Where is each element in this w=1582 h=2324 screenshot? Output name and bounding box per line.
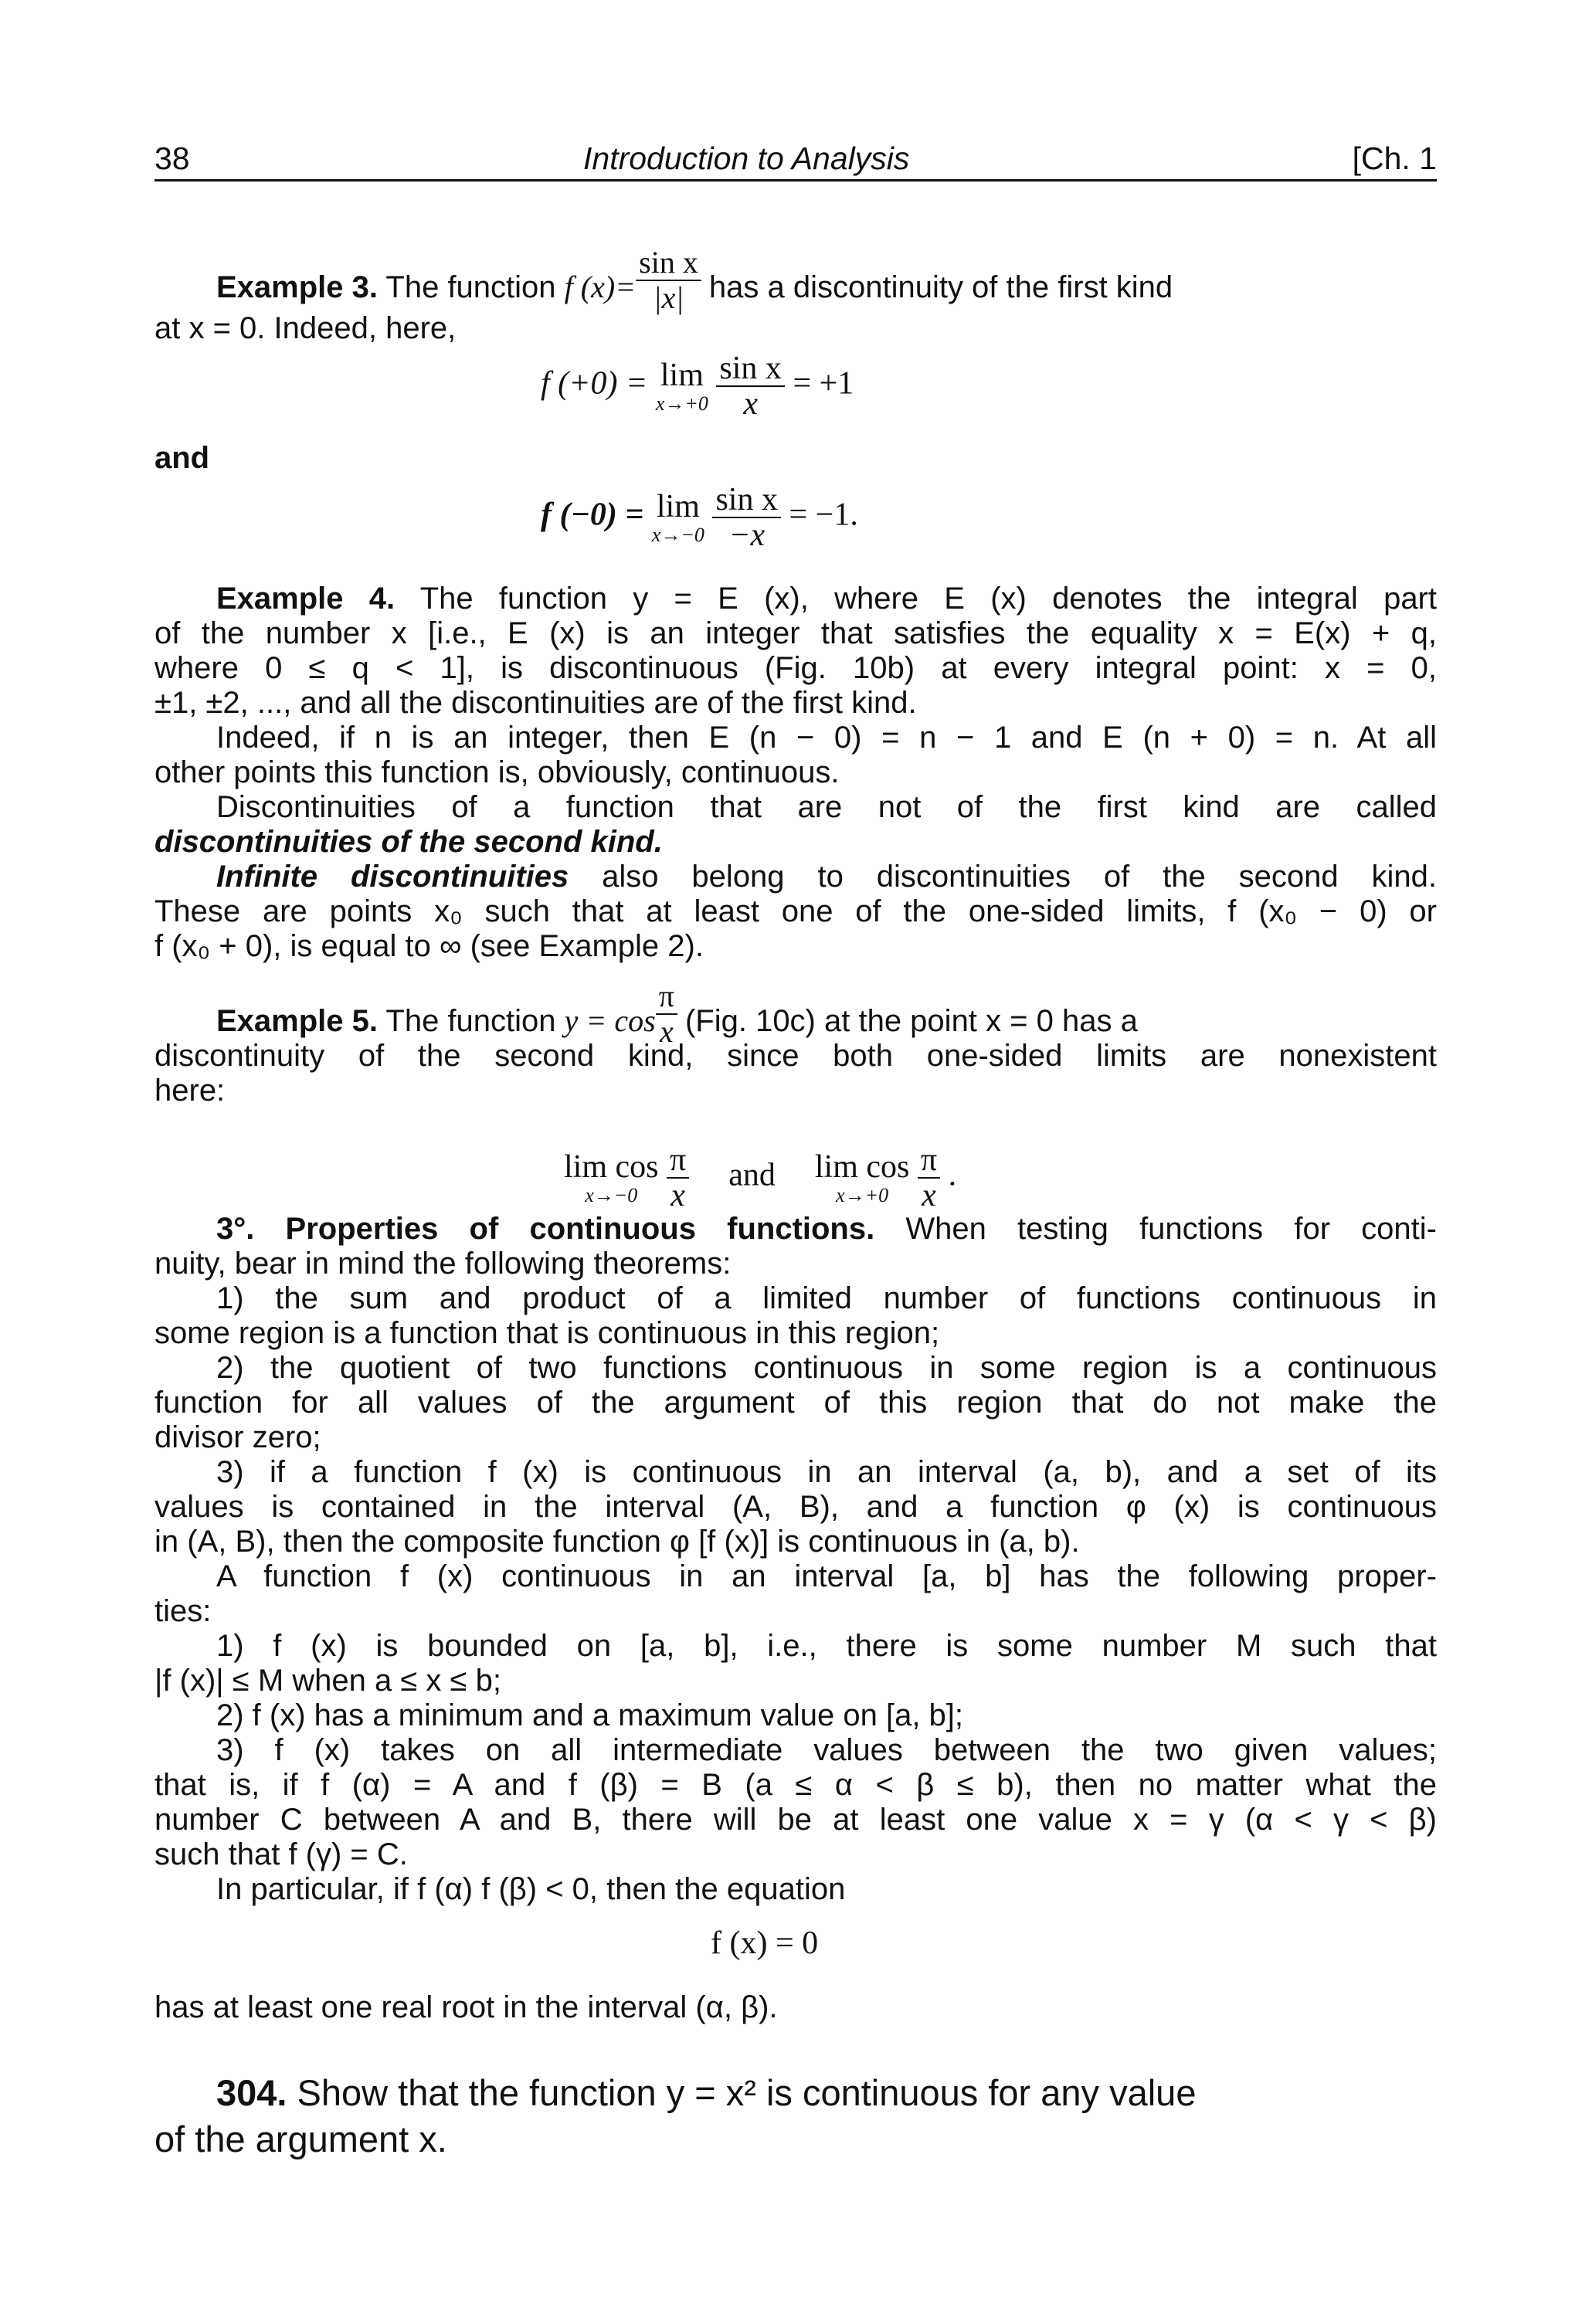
- example5-limits: lim cos x→−0 $\frac{\pi}{x}$ and lim cos x→+0 $\frac{\pi}{x}$ .: [564, 1142, 957, 1213]
- problem-304-line1: 304. Show that the function y = x² is continuous for any value: [216, 2072, 1197, 2113]
- example4-line6: other points this function is, obviously, continuous.: [154, 755, 840, 789]
- properties-line19: such that f (γ) = C.: [154, 1837, 408, 1871]
- properties-line4: some region is a function that is continuous in this region;: [154, 1316, 940, 1350]
- properties-line21: has at least one real root in the interval (α, β).: [154, 1990, 778, 2024]
- problem-number: 304.: [216, 2072, 287, 2113]
- properties-line13: 1) f (x) is bounded on [a, b], i.e., there is some number M such that: [216, 1629, 1437, 1663]
- example4-line1: Example 4. The function y = E (x), where E (x) denotes the integral part: [216, 582, 1437, 616]
- problem-304-line2: of the argument x.: [154, 2119, 447, 2159]
- second-kind-line5: f (x₀ + 0), is equal to ∞ (see Example 2).: [154, 929, 704, 963]
- properties-line7: divisor zero;: [154, 1420, 321, 1454]
- properties-line11: A function f (x) continuous in an interval [a, b] has the following proper-: [216, 1559, 1437, 1593]
- properties-line17: that is, if f (α) = A and f (β) = B (a ≤ α < β ≤ b), then no matter what the: [154, 1768, 1437, 1802]
- and-word: and: [154, 441, 210, 475]
- properties-line12: ties:: [154, 1594, 212, 1628]
- example5-label: Example 5.: [216, 1004, 379, 1038]
- example5-line1: Example 5. The function y = cos $\frac{\pi}{x}$ (Fig. 10c) at the point x = 0 has a: [216, 979, 1138, 1049]
- second-kind-line3: Infinite discontinuities also belong to discontinuities of the second kind.: [216, 860, 1438, 894]
- properties-line1: 3°. Properties of continuous functions. When testing functions for conti-: [216, 1212, 1437, 1246]
- example4-line4: ±1, ±2, ..., and all the discontinuities are of the first kind.: [154, 686, 917, 720]
- running-header: [154, 141, 1437, 179]
- equation-f-x-zero: f (x) = 0: [711, 1925, 819, 1961]
- properties-line8: 3) if a function f (x) is continuous in an interval (a, b), and a set of its: [216, 1455, 1437, 1489]
- properties-line3: 1) the sum and product of a limited number of functions continuous in: [216, 1281, 1437, 1315]
- chapter-label: [Ch. 1: [1352, 141, 1437, 176]
- page-number: 38: [154, 141, 190, 176]
- example5-line2: discontinuity of the second kind, since both one-sided limits are nonexistent: [154, 1039, 1437, 1073]
- properties-heading: 3°. Properties of continuous functions.: [216, 1212, 875, 1246]
- example3-line1: Example 3. The function f (x)= $\frac{\text{sin x}}{|x|}$ has a discontinuity of the first kind: [216, 245, 1173, 315]
- example4-line2: of the number x [i.e., E (x) is an integer that satisfies the equality x = E(x) + q,: [154, 616, 1437, 650]
- properties-line14: |f (x)| ≤ M when a ≤ x ≤ b;: [154, 1664, 501, 1698]
- example3-equation-2: f (−0) = lim x→−0 $\frac{\text{sin x}}{-x}$ = −1.: [541, 482, 858, 553]
- properties-line10: in (A, B), then the composite function φ [f (x)] is continuous in (a, b).: [154, 1525, 1080, 1559]
- second-kind-line4: These are points x₀ such that at least one of the one-sided limits, f (x₀ − 0) or: [154, 894, 1437, 928]
- properties-line18: number C between A and B, there will be at least one value x = γ (α < γ < β): [154, 1803, 1437, 1837]
- properties-line6: function for all values of the argument of this region that do not make the: [154, 1386, 1437, 1420]
- example3-equation-1: f (+0) = lim x→+0 $\frac{\text{sin x}}{x}$ = +1: [541, 351, 854, 422]
- properties-line9: values is contained in the interval (A, B), and a function φ (x) is continuous: [154, 1490, 1437, 1524]
- running-title: Introduction to Analysis: [583, 141, 910, 176]
- second-kind-line1: Discontinuities of a function that are not of the first kind are called: [216, 790, 1437, 824]
- example3-line2: at x = 0. Indeed, here,: [154, 311, 457, 345]
- properties-line5: 2) the quotient of two functions continuous in some region is a continuous: [216, 1351, 1437, 1385]
- second-kind-term: discontinuities of the second kind.: [154, 825, 663, 859]
- properties-line20: In particular, if f (α) f (β) < 0, then the equation: [216, 1872, 846, 1906]
- example4-label: Example 4.: [216, 582, 396, 616]
- example3-formula: f (x)= $\frac{\text{sin x}}{|x|}$: [565, 270, 709, 304]
- header-rule: [154, 179, 1437, 182]
- properties-line16: 3) f (x) takes on all intermediate values between the two given values;: [216, 1733, 1437, 1767]
- properties-line15: 2) f (x) has a minimum and a maximum value on [a, b];: [216, 1698, 964, 1732]
- example4-line3: where 0 ≤ q < 1], is discontinuous (Fig. 10b) at every integral point: x = 0,: [154, 651, 1437, 685]
- properties-line2: nuity, bear in mind the following theorems:: [154, 1247, 732, 1281]
- example5-formula: y = cos $\frac{\pi}{x}$: [565, 1003, 685, 1038]
- example5-line3: here:: [154, 1074, 226, 1108]
- example3-label: Example 3.: [216, 270, 379, 304]
- example4-line5: Indeed, if n is an integer, then E (n − 0) = n − 1 and E (n + 0) = n. At all: [216, 721, 1437, 755]
